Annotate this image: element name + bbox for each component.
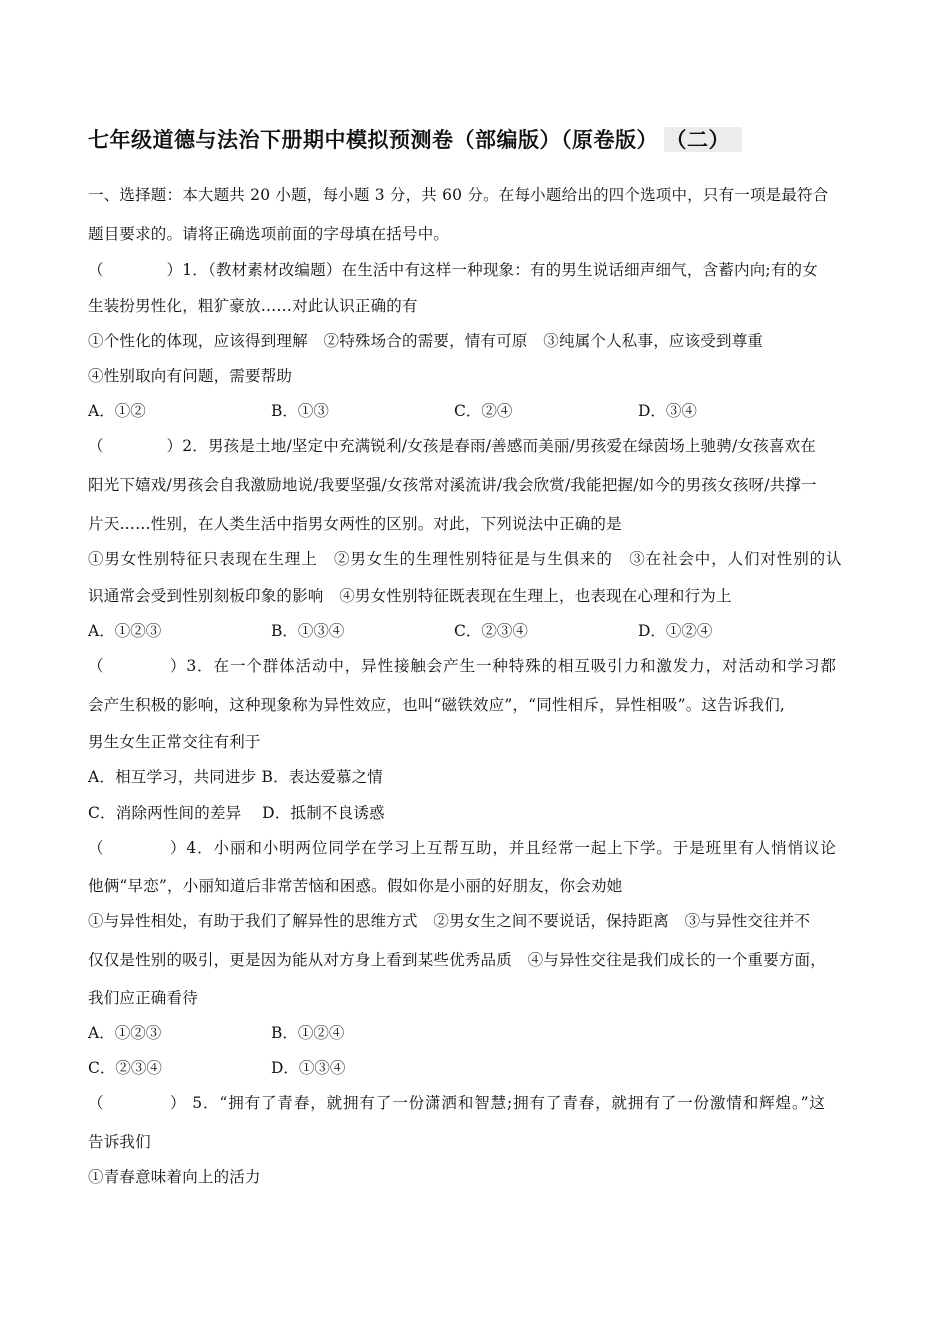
q2-stem-line3: 片天……性别，在人类生活中指男女两性的区别。对此，下列说法中正确的是 xyxy=(88,515,622,533)
q4-statements-line2: 仅仅是性别的吸引，更是因为能从对方身上看到某些优秀品质 ④与异性交往是我们成长的一个重要方面， xyxy=(88,951,826,969)
q3-options-ab: A．相互学习，共同进步 B．表达爱慕之情 xyxy=(88,768,384,786)
q2-statements-line2: 识通常会受到性别刻板印象的影响 ④男女性别特征既表现在生理上，也表现在心理和行为上 xyxy=(88,587,732,605)
q1-option-a: A．①② xyxy=(88,402,146,420)
q3-stem-line2: 会产生积极的影响，这种现象称为异性效应，也叫“磁铁效应”，“同性相斥，异性相吸”。这告诉我们, xyxy=(88,696,786,714)
q4-stem-line2: 他俩“早恋”，小丽知道后非常苦恼和困惑。假如你是小丽的好朋友，你会劝她 xyxy=(88,877,623,895)
q4-stem-line1: （ ）4．小丽和小明两位同学在学习上互帮互助，并且经常一起上下学。于是班里有人悄悄议论 xyxy=(88,839,837,857)
page-title xyxy=(88,124,742,154)
q4-option-d: D．①③④ xyxy=(271,1059,346,1077)
q2-option-a: A．①②③ xyxy=(88,622,162,640)
q1-statements-line2: ④性别取向有问题，需要帮助 xyxy=(88,367,293,385)
q3-options-cd: C．消除两性间的差异 D．抵制不良诱惑 xyxy=(88,804,385,822)
q3-stem-line3: 男生女生正常交往有利于 xyxy=(88,733,261,751)
title-main: 七年级道德与法治下册期中模拟预测卷（部编版）（原卷版） xyxy=(88,127,658,152)
q2-stem-line2: 阳光下嬉戏/男孩会自我激励地说/我要坚强/女孩常对溪流讲/我会欣赏/我能把握/如今的男孩女孩呀/共撑一 xyxy=(88,476,817,494)
q3-stem-line1: （ ）3．在一个群体活动中，异性接触会产生一种特殊的相互吸引力和激发力，对活动和学习都 xyxy=(88,657,837,675)
q5-stem-line2: 告诉我们 xyxy=(88,1133,151,1151)
q1-option-b: B．①③ xyxy=(271,402,329,420)
q5-stem-line1: （ ） 5．“拥有了青春，就拥有了一份潇洒和智慧;拥有了青春，就拥有了一份激情和辉煌。”这 xyxy=(88,1094,826,1112)
q1-stem-line1: （ ）1．（教材素材改编题）在生活中有这样一种现象：有的男生说话细声细气，含蓄内向;有的女 xyxy=(88,261,818,279)
section-instruction-line2: 题目要求的。请将正确选项前面的字母填在括号中。 xyxy=(88,225,450,243)
q4-option-b: B．①②④ xyxy=(271,1024,345,1042)
q4-option-c: C．②③④ xyxy=(88,1059,162,1077)
section-instruction-line1: 一、选择题：本大题共 20 小题，每小题 3 分，共 60 分。在每小题给出的四个选项中，只有一项是最符合 xyxy=(88,186,829,204)
q1-statements-line1: ①个性化的体现，应该得到理解 ②特殊场合的需要，情有可原 ③纯属个人私事，应该受到尊重 xyxy=(88,332,764,350)
q1-stem-line2: 生装扮男性化，粗犷豪放……对此认识正确的有 xyxy=(88,297,418,315)
q2-option-b: B．①③④ xyxy=(271,622,345,640)
q2-option-c: C．②③④ xyxy=(454,622,528,640)
q4-statements-line3: 我们应正确看待 xyxy=(88,989,198,1007)
q1-option-d: D．③④ xyxy=(638,402,697,420)
q2-stem-line1: （ ）2．男孩是土地/坚定中充满锐利/女孩是春雨/善感而美丽/男孩爱在绿茵场上驰骋/女孩喜欢在 xyxy=(88,437,816,455)
q2-option-d: D．①②④ xyxy=(638,622,713,640)
q2-statements-line1: ①男女性别特征只表现在生理上 ②男女生的生理性别特征是与生俱来的 ③在社会中，人们对性别的认 xyxy=(88,550,843,568)
q5-statements-line1: ①青春意味着向上的活力 xyxy=(88,1168,261,1186)
q4-statements-line1: ①与异性相处，有助于我们了解异性的思维方式 ②男女生之间不要说话，保持距离 ③与异性交往并不 xyxy=(88,912,811,930)
title-suffix: （二） xyxy=(664,127,742,152)
q4-option-a: A．①②③ xyxy=(88,1024,162,1042)
q1-option-c: C．②④ xyxy=(454,402,513,420)
